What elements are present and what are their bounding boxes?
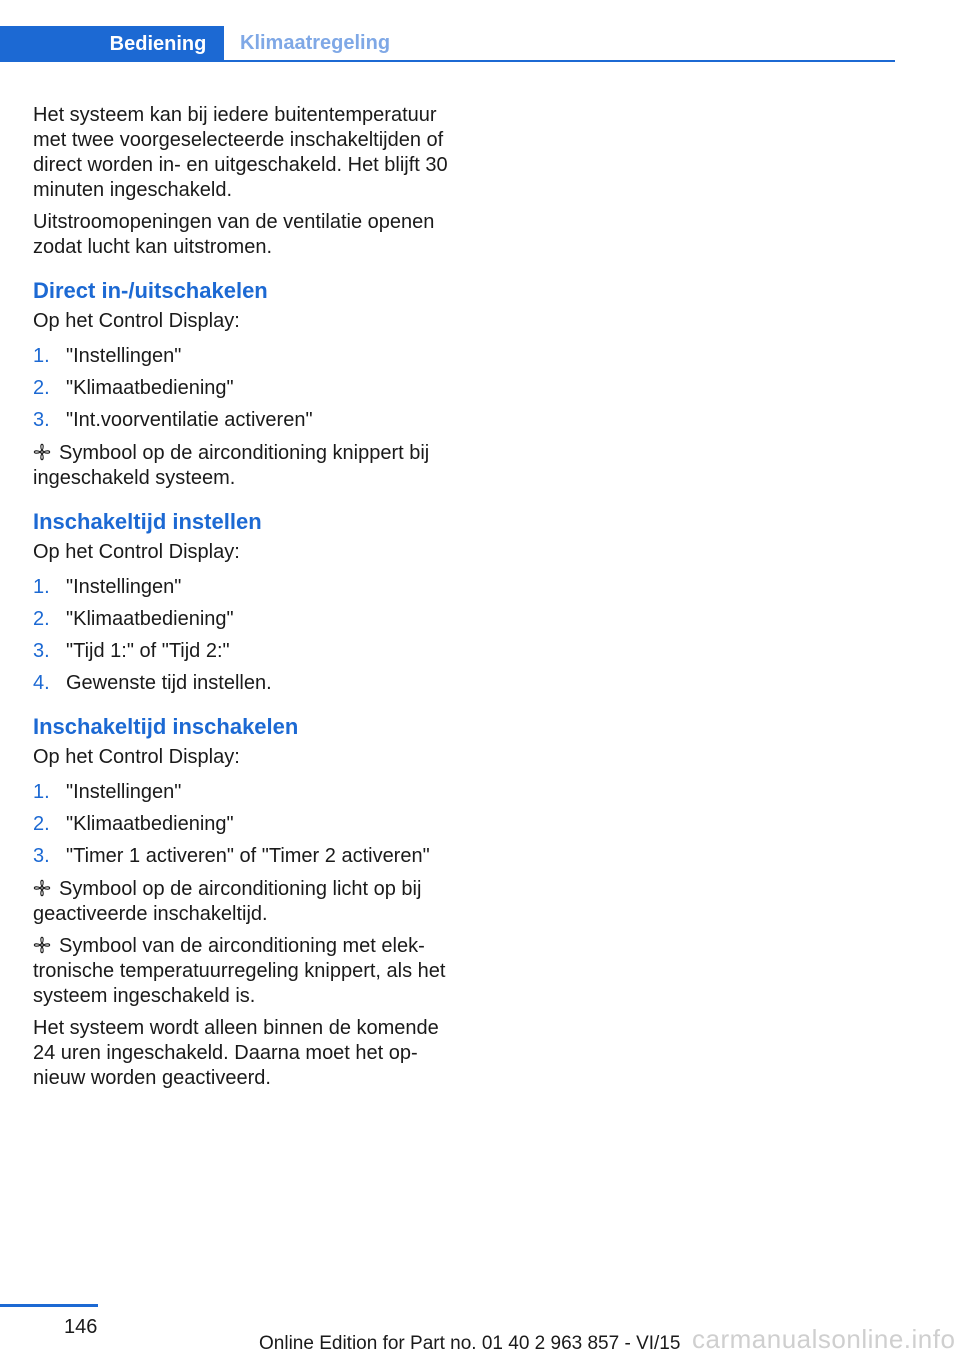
fan-icon — [33, 443, 51, 461]
tab-klimaatregeling[interactable]: Klimaatregeling — [240, 31, 391, 54]
note-enable-1 — [33, 877, 453, 927]
fan-icon — [33, 936, 51, 954]
step-number: 4. — [33, 672, 50, 694]
step-text: "Instellingen" — [66, 576, 182, 598]
note-text: Symbool op de airconditioning licht op bij geactiveerde inschakeltijd. — [33, 878, 422, 925]
step-number: 3. — [33, 640, 50, 662]
step-number: 1. — [33, 345, 50, 367]
step-number: 2. — [33, 377, 50, 399]
list-item — [33, 575, 453, 600]
tab-bediening[interactable]: Bediening — [0, 26, 224, 62]
closing-paragraph: Het systeem wordt alleen binnen de komende 24 uren ingeschakeld. Daarna moet het op-nieuw worden geactiveerd. — [33, 1017, 439, 1089]
footer-divider — [0, 1304, 98, 1307]
page-header — [0, 0, 960, 62]
lead-set-time: Op het Control Display: — [33, 541, 240, 563]
list-item — [33, 344, 453, 369]
note-direct — [33, 441, 453, 491]
page-number: 146 — [64, 1316, 98, 1338]
note-text: Symbool van de airconditioning met elek-tronische temperatuurregeling knippert, als het systeem ingeschakeld is. — [33, 935, 446, 1007]
steps-enable-time — [33, 780, 453, 869]
list-item — [33, 844, 453, 869]
step-text: "Klimaatbediening" — [66, 377, 234, 399]
step-number: 3. — [33, 845, 50, 867]
step-text: Gewenste tijd instellen. — [66, 672, 272, 694]
list-item — [33, 376, 453, 401]
watermark: carmanualsonline.info — [692, 1324, 956, 1354]
step-number: 2. — [33, 608, 50, 630]
heading-set-time: Inschakeltijd instellen — [33, 509, 262, 534]
step-number: 1. — [33, 781, 50, 803]
main-content — [33, 103, 453, 1098]
step-text: "Tijd 1:" of "Tijd 2:" — [66, 640, 230, 662]
list-item — [33, 639, 453, 664]
list-item — [33, 408, 453, 433]
step-text: "Timer 1 activeren" of "Timer 2 activeren" — [66, 845, 430, 867]
intro-paragraph-1: Het systeem kan bij iedere buitentemperatuur met twee voorgeselecteerde inschakeltijden of direct worden in- en uitgeschakeld. Het blijft 30 minuten ingeschakeld. — [33, 104, 448, 201]
note-enable-2 — [33, 934, 453, 1009]
list-item — [33, 671, 453, 696]
step-number: 2. — [33, 813, 50, 835]
step-text: "Klimaatbediening" — [66, 608, 234, 630]
edition-text: Online Edition for Part no. 01 40 2 963 857 - VI/15 — [259, 1333, 681, 1354]
step-text: "Instellingen" — [66, 345, 182, 367]
lead-enable-time: Op het Control Display: — [33, 746, 240, 768]
step-text: "Int.voorventilatie activeren" — [66, 409, 313, 431]
list-item — [33, 780, 453, 805]
lead-direct: Op het Control Display: — [33, 310, 240, 332]
fan-icon — [33, 879, 51, 897]
step-number: 1. — [33, 576, 50, 598]
steps-set-time — [33, 575, 453, 696]
note-text: Symbool op de airconditioning knippert bij ingeschakeld systeem. — [33, 442, 430, 489]
intro-paragraph-2: Uitstroomopeningen van de ventilatie openen zodat lucht kan uitstromen. — [33, 211, 435, 258]
list-item — [33, 812, 453, 837]
heading-direct: Direct in-/uitschakelen — [33, 278, 268, 303]
step-number: 3. — [33, 409, 50, 431]
steps-direct — [33, 344, 453, 433]
list-item — [33, 607, 453, 632]
heading-enable-time: Inschakeltijd inschakelen — [33, 714, 299, 739]
header-divider — [0, 60, 895, 62]
step-text: "Klimaatbediening" — [66, 813, 234, 835]
step-text: "Instellingen" — [66, 781, 182, 803]
